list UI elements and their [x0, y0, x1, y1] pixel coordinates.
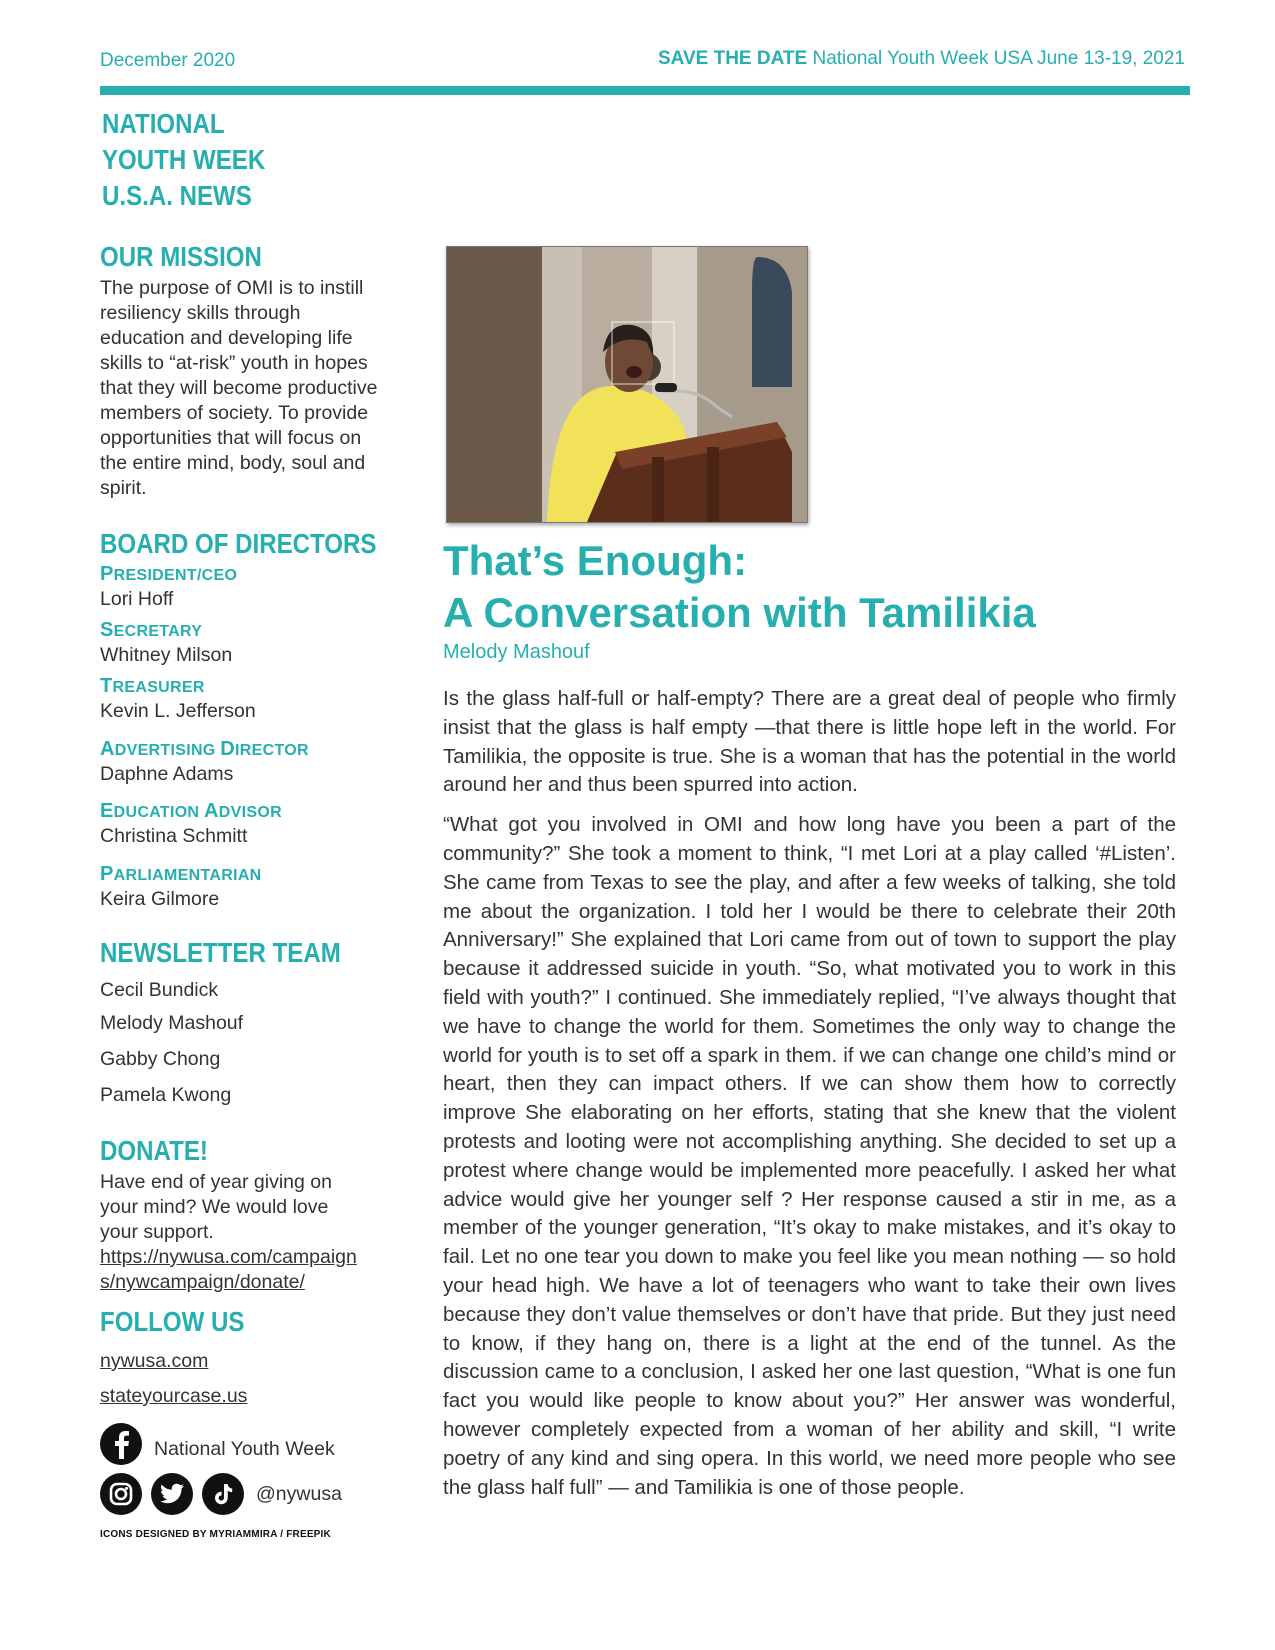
follow-heading: FOLLOW US: [100, 1306, 245, 1337]
article-byline: Melody Mashouf: [443, 641, 590, 663]
board-member: [100, 619, 390, 668]
event-dates: National Youth Week USA June 13-19, 2021: [807, 48, 1185, 69]
board-member: [100, 738, 390, 787]
icon-credit: ICONS DESIGNED BY MYRIAMMIRA / FREEPIK: [100, 1529, 331, 1540]
donate-text: Have end of year giving on your mind? We would love your support.: [100, 1171, 332, 1243]
article-title: [443, 535, 1036, 639]
header-rule: [100, 86, 1190, 95]
board-heading: BOARD OF DIRECTORS: [100, 528, 377, 559]
donate-link[interactable]: https://nywusa.com/campaigns/nywcampaign/donate/: [100, 1246, 357, 1293]
board-role: SECRETARY: [100, 619, 203, 641]
website-link[interactable]: nywusa.com: [100, 1350, 209, 1372]
board-member: [100, 800, 390, 849]
instagram-icon[interactable]: [100, 1473, 142, 1515]
masthead-line: NATIONAL: [102, 108, 225, 139]
save-the-date: [658, 48, 1185, 70]
board-name: Whitney Milson: [100, 644, 233, 666]
board-role: TREASURER: [100, 675, 205, 697]
tiktok-icon[interactable]: [202, 1473, 244, 1515]
article-paragraph: Is the glass half-full or half-empty? There are a great deal of people who firmly insist that the glass is half empty —that there is little hope left in the world. For Tamilikia, the opposite is true. She is a woman that has the potential in the world around her and thus been spurred into action.: [443, 687, 1176, 797]
article-title-line: A Conversation with Tamilikia: [443, 589, 1036, 636]
article-body: [443, 685, 1176, 1513]
board-role: PARLIAMENTARIAN: [100, 863, 262, 885]
donate-heading: DONATE!: [100, 1135, 208, 1166]
facebook-label: National Youth Week: [154, 1437, 335, 1460]
social-handle: @nywusa: [256, 1482, 342, 1505]
board-name: Christina Schmitt: [100, 825, 248, 847]
mission-text: The purpose of OMI is to instill resiliency skills through education and developing life skills to “at-risk” youth in hopes that they will become productive members of society. To provide opportunities that will focus on the entire mind, body, soul and spirit.: [100, 277, 378, 499]
save-the-date-label: SAVE THE DATE: [657, 48, 808, 69]
board-member: [100, 863, 390, 912]
board-name: Daphne Adams: [100, 763, 234, 785]
newsletter-team-heading: NEWSLETTER TEAM: [100, 937, 341, 968]
article-photo: [446, 246, 808, 523]
masthead-line: U.S.A. NEWS: [102, 180, 252, 211]
article-paragraph: “What got you involved in OMI and how long have you been a part of the community?” She took a moment to think, “I met Lori at a play called ‘#Listen’. She came from Texas to see the play, and after a few weeks of talking, she told me about the organization. I told her I would be there to celebrate their 20th Anniversary!” She explained that Lori came from out of town to support the play because it addressed suicide in youth. “So, what motivated you to work in this field with youth?” I continued. She immediately replied, “I’ve always thought that we have to change the world for them. Sometimes the only way to change the world for youth is to set off a spark in them. if we can change one child’s mind or heart, then they can impact others. If we can show them how to correctly improve She elaborating on her efforts, stating that she knew that the violent protests and looting were not accomplishing anything. She decided to set up a protest where change would be implemented more peacefully. I asked her what advice would give her younger self ? Her response caused a stir in me, as a member of the younger generation, “It’s okay to make mistakes, and it’s okay to fail. Let no one tear you down to make you feel like you mean nothing — so hold your head high. We have a lot of teenagers who want to take their own lives because they don’t value themselves or don’t have that pride. But they just need to know, if they hang on, there is a light at the end of the tunnel. As the discussion came to a conclusion, I asked her one last question, “What is one fun fact you would like people to know about you?” Her answer was wonderful, however completely expected from a woman of her ability and skill, “I write poetry of any kind and sing opera. In this world, we need more people who see the glass half full” — and Tamilikia is one of those people.: [443, 813, 1176, 1499]
twitter-icon[interactable]: [151, 1473, 193, 1515]
team-member: Melody Mashouf: [100, 1012, 244, 1034]
issue-date: December 2020: [100, 50, 236, 71]
social-icons-row: [100, 1473, 390, 1515]
board-role: ADVERTISING DIRECTOR: [100, 738, 309, 760]
board-member: [100, 675, 390, 724]
board-role: PRESIDENT/CEO: [100, 563, 238, 585]
board-member: [100, 563, 390, 612]
sidebar: [100, 240, 390, 1540]
team-member: Cecil Bundick: [100, 979, 219, 1001]
board-name: Keira Gilmore: [100, 888, 220, 910]
facebook-icon[interactable]: [100, 1423, 142, 1465]
masthead-line: YOUTH WEEK: [102, 144, 266, 175]
facebook-row: [100, 1423, 390, 1465]
team-member: Pamela Kwong: [100, 1084, 232, 1106]
board-role: EDUCATION ADVISOR: [100, 800, 282, 822]
article-title-line: That’s Enough:: [443, 537, 748, 584]
mission-heading: OUR MISSION: [100, 241, 262, 272]
website-link[interactable]: stateyourcase.us: [100, 1385, 248, 1407]
team-member: Gabby Chong: [100, 1048, 221, 1070]
masthead: [102, 106, 362, 214]
board-name: Kevin L. Jefferson: [100, 700, 256, 722]
board-name: Lori Hoff: [100, 588, 174, 610]
